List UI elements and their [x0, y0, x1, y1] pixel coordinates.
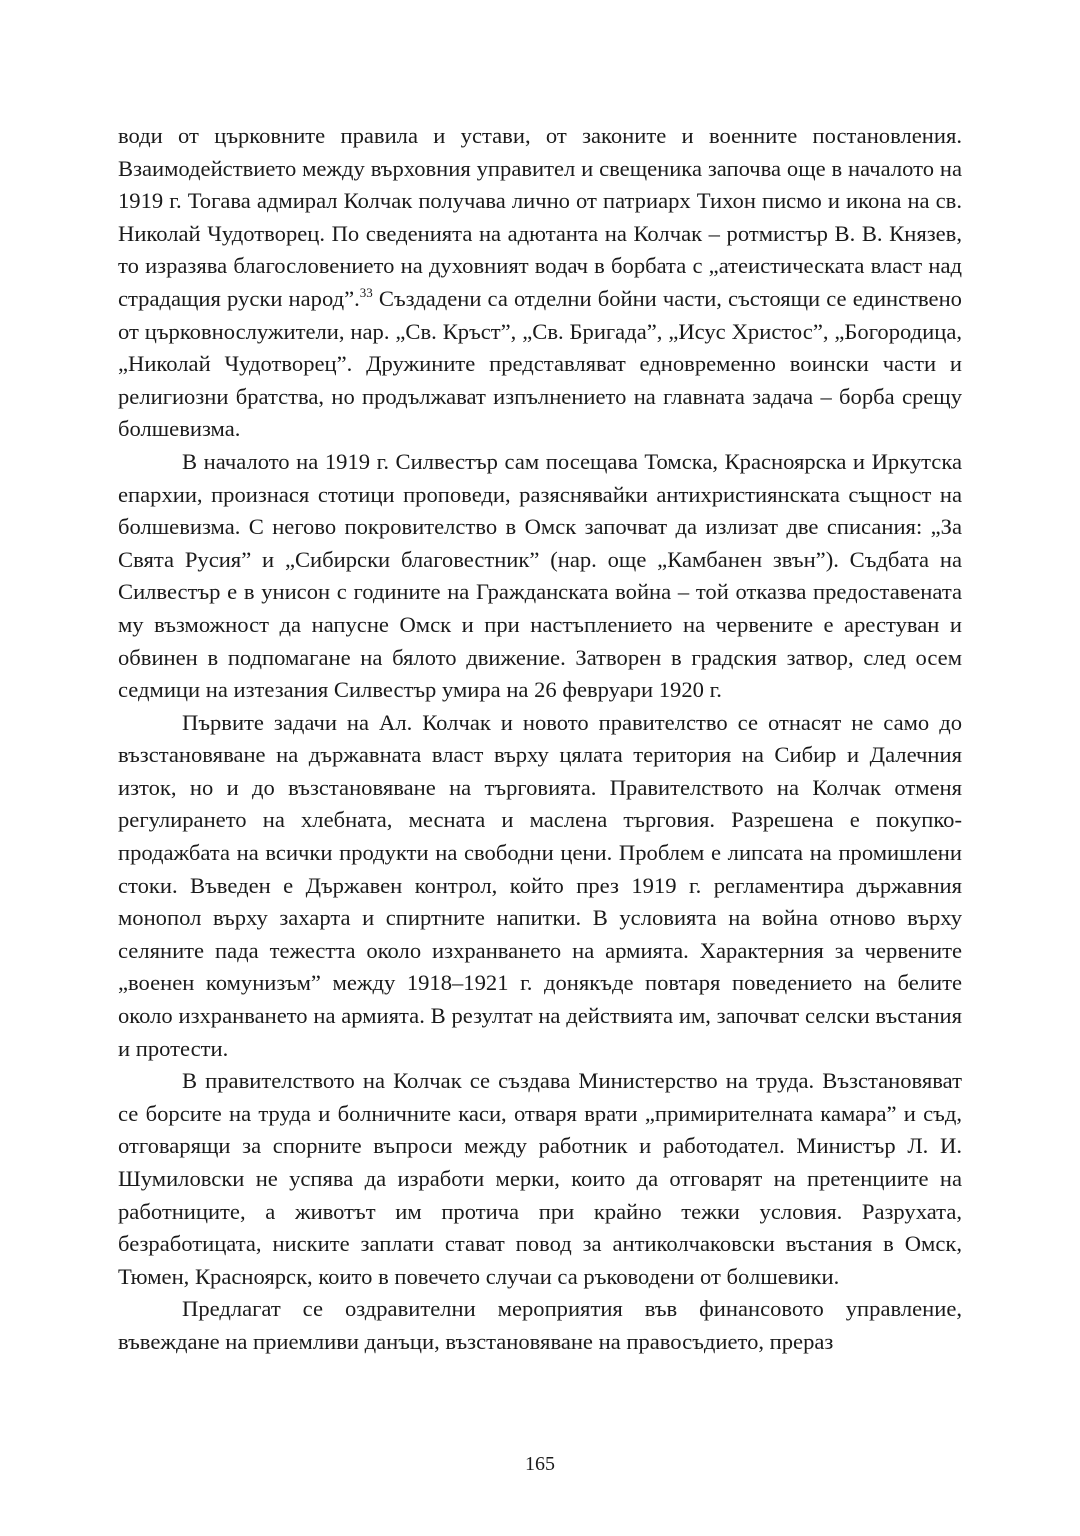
paragraph-4: В правителството на Колчак се създава Министерство на труда. Възстановяват се борсите на труда и болничните каси, отваря врати „примирителната камара” и съд, отговарящи за спорните въпроси между работник и работодател. Министър Л. И. Шумиловски не успява да изработи мерки, които да отговарят на претенциите на работниците, а животът им протича при крайно тежки условия. Разрухата, безработицата, ниските заплати стават повод за антиколчаковски въстания в Омск, Тюмен, Красноярск, които в повечето случаи са ръководени от болшевики.: [118, 1068, 962, 1289]
footnote-ref-33[interactable]: 33: [359, 284, 373, 300]
paragraph-2: В началото на 1919 г. Силвестър сам посещава Томска, Красноярска и Иркутска епархии, произнася стотици проповеди, разяснявайки антихристиянската същност на болшевизма. С негово покровителство в Омск започват да излизат две списания: „За Свята Русия” и „Сибирски благовестник” (нар. още „Камбанен звън”). Съдбата на Силвестър е в унисон с годините на Гражданската война – той отказва предоставената му възможност да напусне Омск и при настъплението на червените е арестуван и обвинен в подпомагане на бялото движение. Затворен в градския затвор, след осем седмици на изтезания Силвестър умира на 26 февруари 1920 г.: [118, 448, 962, 703]
paragraph-1-text: води от църковните правила и устави, от законите и военните постановления. Взаимодействието между върховния управител и свещеника започва още в началото на 1919 г. Тогава адмирал Колчак получава лично от патриарх Тихон писмо и икона на св. Николай Чудотворец. По сведенията на адютанта на Колчак – ротмистър В. В. Князев, то изразява благословението на духовният водач в борбата с „атеистическата власт над страдащия руски народ”.: [118, 123, 962, 311]
paragraph-1-text-cont: Създадени са отделни бойни части, състоящи се единствено от църковнослужители, нар. „Св. Кръст”, „Св. Бригада”, „Исус Христос”, „Богородица, „Николай Чудотворец”. Дружините представляват едновременно воински части и религиозни братства, но продължават изпълнението на главната задача – борба срещу болшевизма.: [118, 285, 962, 442]
page-number: 165: [525, 1453, 555, 1475]
page-body: [118, 120, 962, 1359]
paragraph-3: Първите задачи на Ал. Колчак и новото правителство се отнасят не само до възстановяване на държавната власт върху цялата територия на Сибир и Далечния изток, но и до възстановяване на търговията. Правителството на Колчак отменя регулирането на хлебната, месната и маслена търговия. Разрешена е покупко-продажбата на всички продукти на свободни цени. Проблем е липсата на промишлени стоки. Въведен е Държавен контрол, който през 1919 г. регламентира държавния монопол върху захарта и спиртните напитки. В условията на война отново върху селяните пада тежестта около изхранването на армията. Характерния за червените „военен комунизъм” между 1918–1921 г. донякъде повтаря поведението на белите около изхранването на армията. В резултат на действията им, започват селски въстания и протести.: [118, 709, 962, 1061]
paragraph-5: Предлагат се оздравителни мероприятия във финансовото управление, въвеждане на приемливи данъци, възстановяване на правосъдието, прераз: [118, 1296, 962, 1354]
paragraph-1: [118, 120, 962, 446]
